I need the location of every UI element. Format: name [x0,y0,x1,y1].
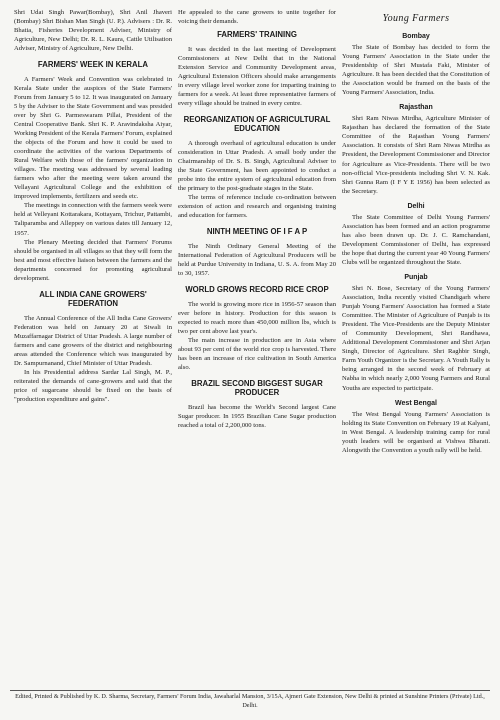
reorganization-heading: REORGANIZATION OF AGRICULTURAL EDUCATION [183,114,331,134]
rice-paragraph-2: The main increase in production are in Asia where about 93 per cent of the world rice crop is harvested. There has been an increase of rice cultivation in South America also. [178,336,336,371]
ifap-paragraph: The Ninth Ordinary General Meeting of the International Federation of Agricultural Producers will be held at Purdue University in Indiana, U. S. A. from May 20 to 30, 1957. [178,242,336,277]
cane-growers-heading: ALL INDIA CANE GROWERS' FEDERATION [39,289,147,309]
imprint-footer: Edited, Printed & Published by K. D. Sharma, Secretary, Farmers' Forum India, Jawaharlal Mansion, 3/15A, Ajmeri Gate Extension, New Delhi & printed at Sunshine Printers (Private) Ltd., Delhi. [15,693,485,709]
west-bengal-paragraph: The West Bengal Young Farmers' Association is holding its State Convention on February 19 at Kalyani, in West Bengal. A leadership training camp for rural youth leaders will be organised at Vishwa Bharati. Alongwith the Convention a youth rally will be held. [342,410,490,454]
cane-paragraph-2: In his Presidential address Sardar Lal Singh, M. P., reiterated the demands of cane-growers and said that the price of sugarcane should be fixed on the basis of "production expenditure and gains". [14,369,172,404]
brazil-heading: BRAZIL SECOND BIGGEST SUGAR PRODUCER [191,378,323,398]
rajasthan-paragraph: Shri Ram Niwas Mirdha, Agriculture Minister of Rajasthan has declared the formation of the State Committee of the Rajasthan Young Farmers' Association. It consists of Shri Ram Niwas Mirdha as President, the Development Commissioner and Director for Agriculture as Vice-Presidents. There will be two non-official Vice-presidents including Shri V. N. Kak. Shri Gunna Ram (I F Y E 1956) has been selected as the Secretary. [342,115,490,195]
training-paragraph: It was decided in the last meeting of Development Commissioners at New Delhi that in the National Extension Service and Community Development areas, Agricultural Extension Officers should make arrangements in every village level worker zone for imparting training to farmers for a week. At least three representative farmers of every village should be trained in every centre. [178,45,336,107]
punjab-heading: Punjab [404,273,428,281]
delhi-heading: Delhi [407,202,425,210]
cane-paragraph-1: The Annual Conference of the All India Cane Growers' Federation was held on January 20 at Siwali in Muzaffarnagar District of Uttar Pradesh. A large number of farmers and cane growers of the district and neighbouring areas attended the Conference which was inaugurated by Dr. Sampurnanand, Chief Minister of Uttar Pradesh. [14,314,172,368]
kerala-heading: FARMERS' WEEK IN KERALA [37,60,149,70]
reorganization-paragraph-1: A thorough overhaul of agricultural education is under consideration in Uttar Pradesh. A small body under the Chairmanship of Dr. S. B. Singh, Agricultural Adviser to the State Government, has been appointed to conduct a probe into the entire system of agricultural education from the primary to the post-graduate stages in the State. [178,139,336,193]
rice-paragraph-1: The world is growing more rice in 1956-57 season than ever before in history. Production for this season is expected to reach more than 450,000 million lbs, which is two per cent above last year's. [178,300,336,335]
column-3 [342,8,490,455]
continuation-paragraph: He appealed to the cane growers to unite together for voicing their demands. [178,9,336,26]
young-farmers-title: Young Farmers [382,13,450,24]
rajasthan-heading: Rajasthan [399,104,433,112]
reorganization-paragraph-2: The terms of reference include co-ordination between extension of action and research and organising training and education for farmers. [178,194,336,220]
bombay-heading: Bombay [402,33,430,40]
kerala-paragraph-2: The meetings in connection with the farmers week were held at Velleyani Kottarakara, Kottayam, Trichur, Pattambi, Taliparamba and Alleppey on various dates till January 12, 1957. [14,202,172,237]
ifap-heading: NINTH MEETING OF I F A P [206,227,308,237]
kerala-paragraph-1: A Farmers' Week and Convention was celebrated in Kerala State under the auspices of the State Farmers' Forum from January 5 to 12. It was inaugurated on January 5 by the Adviser to the State Government and was presided over by Shri G. Parmeswaram Pillai, President of the Central Cooperative Bank. Shri K. P. Aravindaksha Aiyar, Working President of the Kerala Farmers' Forum, explained the objects of the Forum and how it could be used to coordinate the activities of the various Departments of Rural Welfare with those of the farmers' organization in villages. The meeting was addressed by several leading farmers who after the meeting were taken around the Vellayani Agricultural College and the exhibition of improved implements, fertilizers and seeds etc. [14,75,172,201]
delhi-paragraph: The State Committee of Delhi Young Farmers' Association has been formed and an action programme has also been drawn up. Dr. J. C. Ramchandani, Development Commissioner of Delhi, has expressed the hope that during the current year 40 Young Farmers' Clubs will be organized throughout the State. [342,213,490,266]
footer-divider [10,690,490,691]
column-2 [178,8,336,430]
west-bengal-heading: West Bengal [395,399,437,407]
kerala-paragraph-3: The Plenary Meeting decided that Farmers' Forums should be organised in all villages so that they will form the best and most effective liaison between the farmers and the departments concerned for promoting agricultural development. [14,238,172,282]
punjab-paragraph: Shri N. Bose, Secretary of the Young Farmers' Association, India recently visited Chandigarh where Punjab Young Farmers' Association has formed a State Committee. The Minister of Agriculture of Punjab is its President. The Vice-Presidents are the Deputy Minister of Community Development, Shri Randhawa, Additional Development Commissioner and Shri Arjan Singh, Director of Agriculture. Shri Raghbir Singh, Farm Youth Organizer is the Secretary. A Youth Rally is being arranged in the second week of February at Nabha in which nearly 2,000 Young Farmers and Rural Youths are expected to participate. [342,284,490,392]
bombay-paragraph: The State of Bombay has decided to form the Young Farmers' Association in the State under the Presidentship of Shri Mustafa Faki, Minister of Agriculture. It has been decided that the Constitution of the Association would be framed on the basis of the Young Farmers' Association, India. [342,44,490,97]
intro-paragraph: Shri Udai Singh Pawar(Bombay), Shri Anil Jhaveri (Bombay) Shri Bishan Man Singh (U. P.). Advisers : Dr. R. Bhatia, Fisheries Development Adviser, Ministry of Agriculture, New Delhi; Dr. R. L. Kaura, Cattle Utilisation Adviser, Ministry of Agriculture, New Delhi. [14,9,172,53]
column-1 [14,8,172,404]
rice-heading: WORLD GROWS RECORD RICE CROP [185,285,329,295]
brazil-paragraph: Brazil has become the World's Second largest Cane Sugar producer. In 1955 Brazilian Cane Sugar production reached a total of 2,200,000 tons. [178,403,336,429]
training-heading: FARMERS' TRAINING [217,30,297,40]
